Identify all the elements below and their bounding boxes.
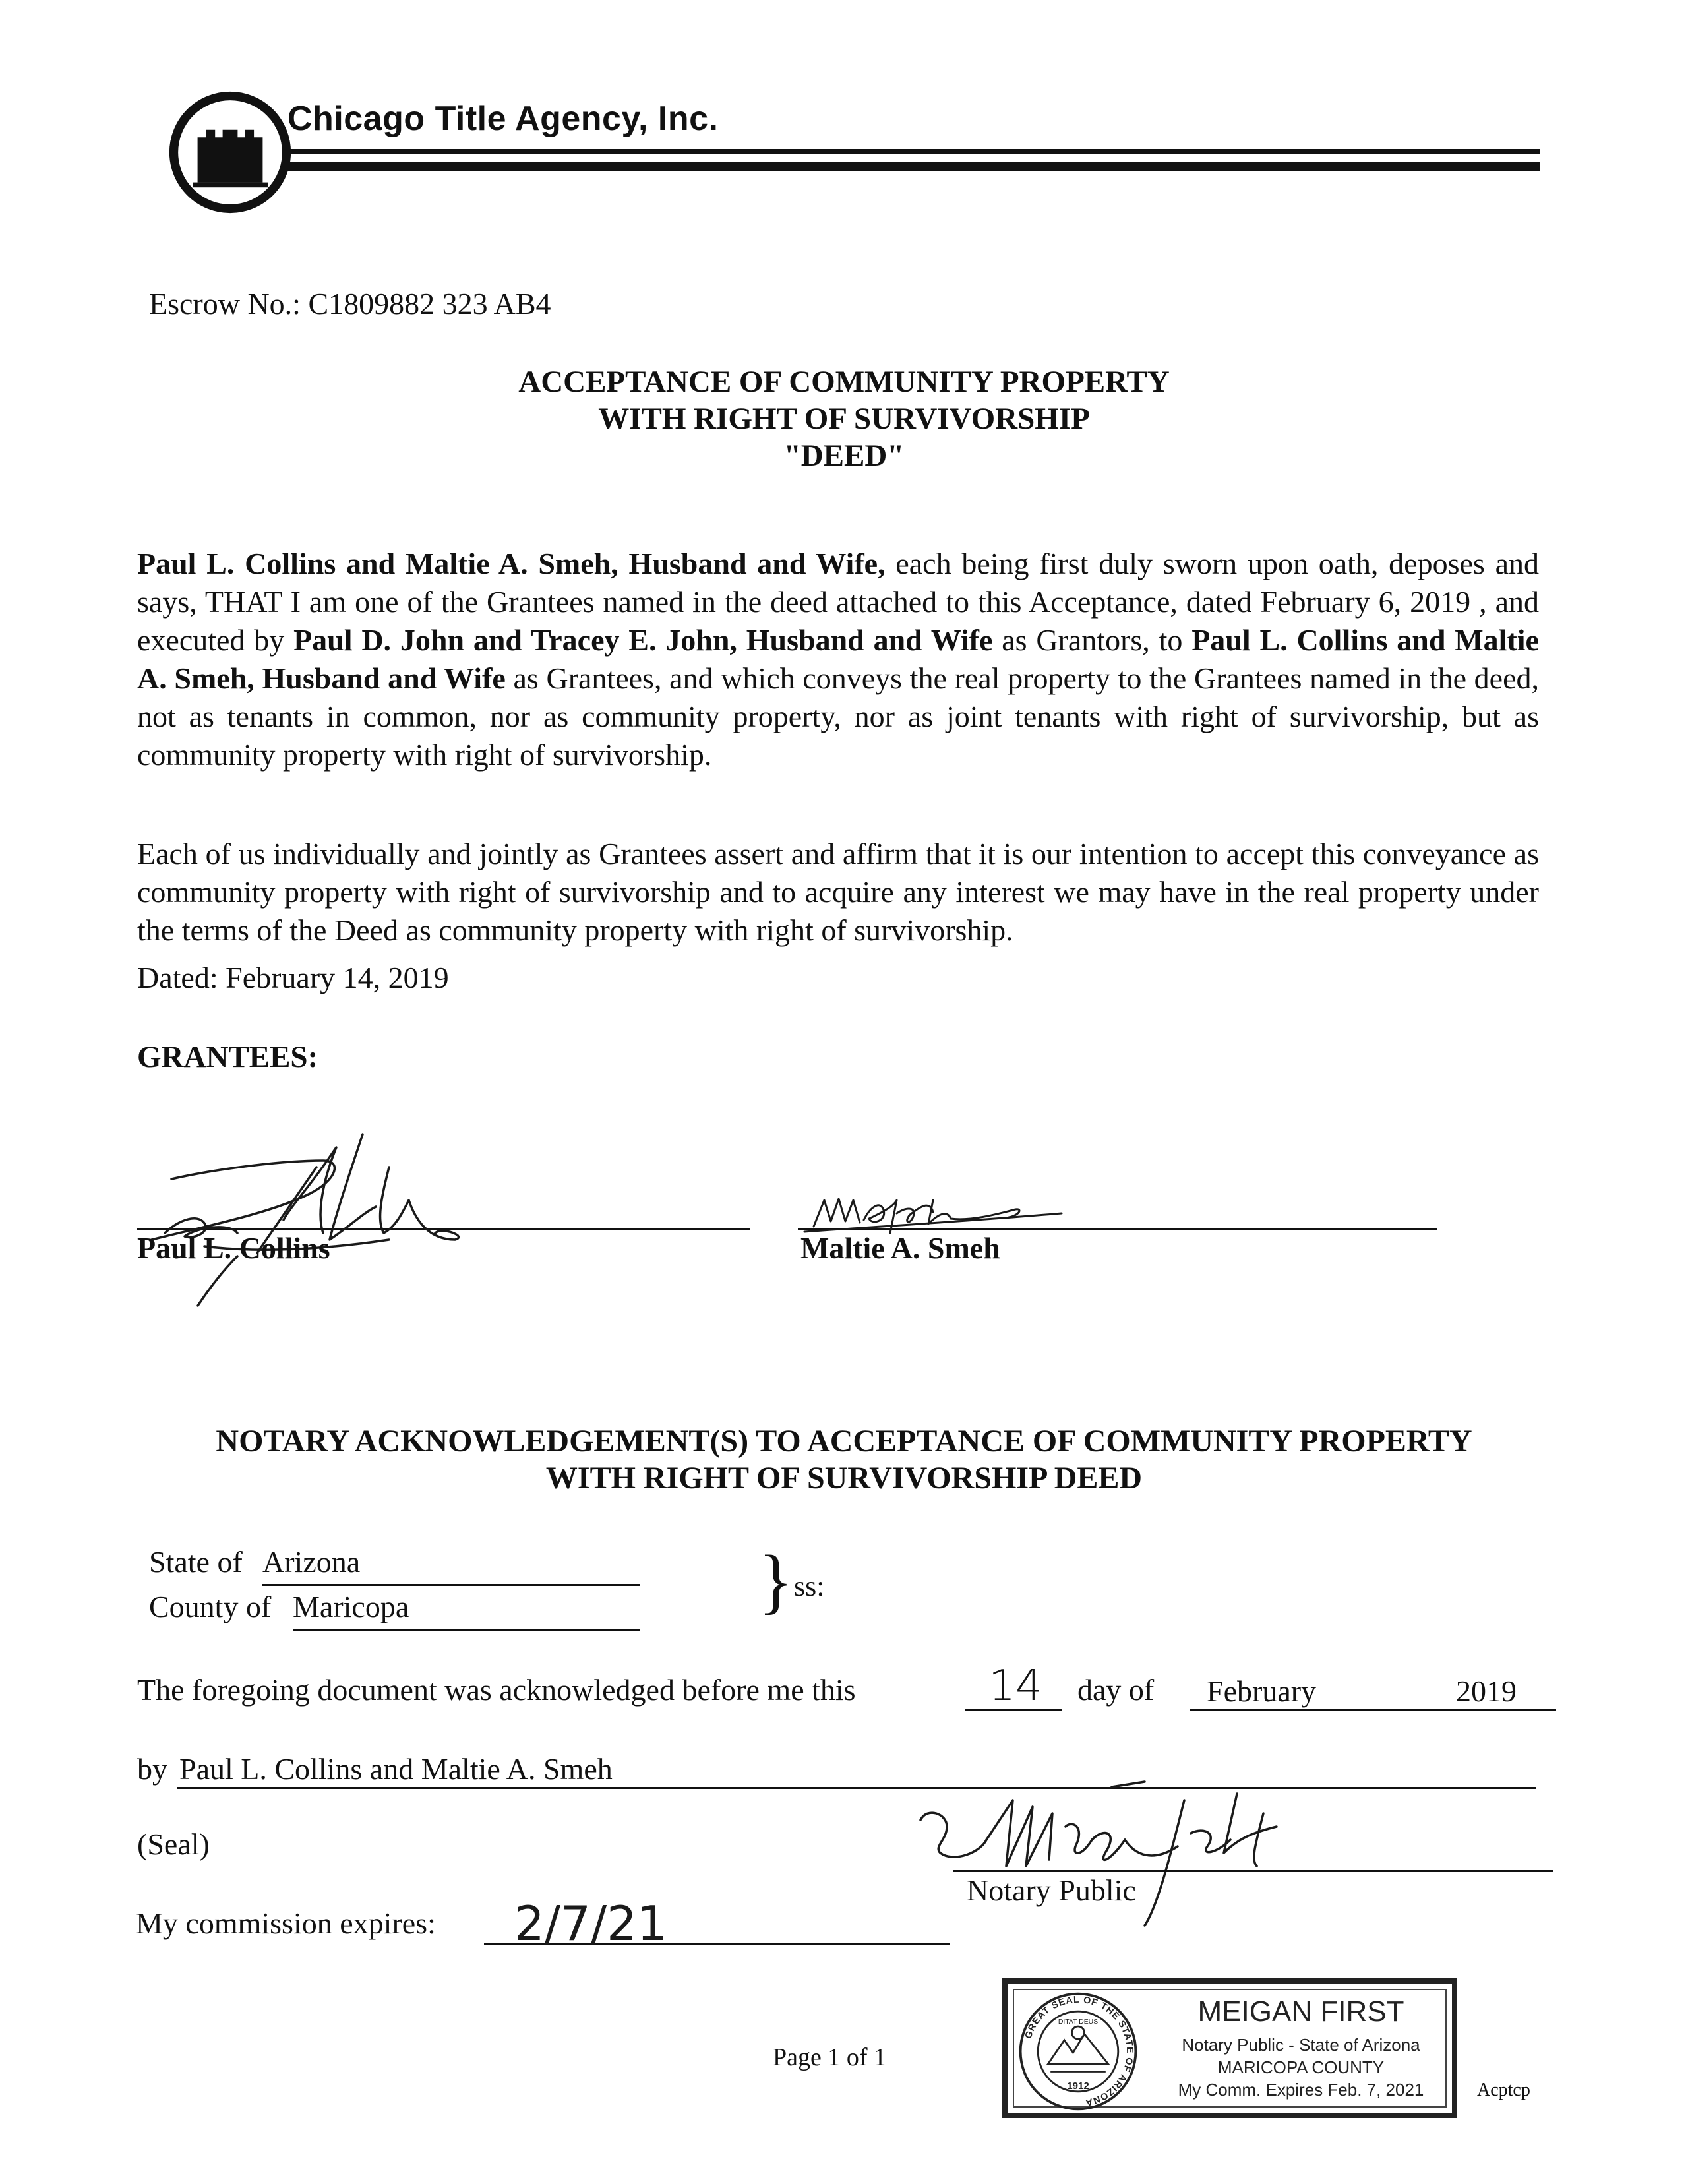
commission-expires-label: My commission expires: [136,1906,436,1940]
header-rule-thick [287,162,1540,171]
county-value: Maricopa [293,1590,409,1623]
arizona-state-seal-icon [1015,1989,1141,2114]
venue-brace: } [758,1540,793,1621]
grantee2-name: Maltie A. Smeh [800,1231,1000,1265]
sworn-statement-paragraph [137,545,1539,774]
month-value: February [1207,1674,1317,1708]
notary-signature-line [953,1870,1553,1872]
notary-title-line-1: NOTARY ACKNOWLEDGEMENT(S) TO ACCEPTANCE OF COMMUNITY PROPERTY [216,1424,1472,1459]
company-name: Chicago Title Agency, Inc. [287,100,719,138]
month-underline [1190,1709,1556,1711]
by-label: by [137,1752,167,1786]
grantees-names-bold-2: Paul L. Collins and Maltie A. Smeh, Husband and Wife [137,623,1539,695]
page-number: Page 1 of 1 [773,2044,887,2071]
seal-motto: DITAT DEUS [1058,2018,1099,2026]
county-label: County of [149,1590,272,1623]
state-value: Arizona [262,1545,361,1579]
day-handwritten: 14 [988,1662,1042,1711]
grantee1-handwritten-signature [125,1108,600,1319]
stamp-line-2: MARICOPA COUNTY [1217,2057,1385,2077]
seal-ring-text: GREAT SEAL OF THE STATE OF ARIZONA [1023,1994,1135,2108]
seal-year: 1912 [1067,2080,1089,2092]
state-label: State of [149,1545,243,1579]
acknowledged-label: The foregoing document was acknowledged before me this [137,1673,856,1707]
stamp-line-3: My Comm. Expires Feb. 7, 2021 [1178,2080,1424,2100]
grantees-names-bold: Paul L. Collins and Maltie A. Smeh, Husband and Wife, [137,547,886,580]
grantees-heading: GRANTEES: [137,1040,318,1074]
notary-public-label: Notary Public [967,1873,1136,1907]
grantee1-name: Paul L. Collins [137,1231,330,1265]
acknowledged-by-names: Paul L. Collins and Maltie A. Smeh [179,1752,613,1786]
commission-date-text: 2/7/21 [514,1896,667,1951]
stamp-line-1: Notary Public - State of Arizona [1182,2035,1420,2055]
dated-line: Dated: February 14, 2019 [137,961,449,994]
document-title-line-1: ACCEPTANCE OF COMMUNITY PROPERTY [518,365,1170,399]
affirmation-paragraph: Each of us individually and jointly as Grantees assert and affirm that it is our intention to accept this conveyance as community property with right of survivorship and to acquire any interest we may have in the real property under the terms of the Deed as community property with right of survivorship. [137,837,1539,947]
year-value: 2019 [1456,1674,1517,1708]
statement-text-b: as Grantors, to [992,623,1192,657]
form-code: Acptcp [1477,2080,1530,2100]
ss-label: ss: [794,1570,825,1602]
statement-text-a: each being first duly sworn upon oath, deposes and says, THAT I am one of the Grantees named in the deed attached to this Acceptance, dated February 6, 2019 , and executed by [137,547,1539,657]
notary-stamp [1002,1978,1457,2118]
state-field [262,1544,640,1586]
notary-handwritten-signature [907,1774,1369,1932]
header-rule-thin [287,149,1540,154]
day-of-label: day of [1077,1673,1155,1707]
document-title-line-3: "DEED" [783,439,905,473]
statement-text-c: as Grantees, and which conveys the real property to the Grantees named in the deed, not as tenants in common, nor as community property, nor as joint tenants with right of survivorship, but as community property with right of survivorship. [137,661,1540,772]
chicago-title-castle-logo-icon [167,90,293,215]
seal-label: (Seal) [137,1827,210,1861]
notary-title-line-2: WITH RIGHT OF SURVIVORSHIP DEED [545,1461,1143,1496]
escrow-number: Escrow No.: C1809882 323 AB4 [149,287,551,320]
document-title-line-2: WITH RIGHT OF SURVIVORSHIP [598,402,1090,436]
commission-date-handwritten [508,1886,692,1965]
county-field [293,1589,640,1631]
grantors-names-bold: Paul D. John and Tracey E. John, Husband and Wife [293,623,993,657]
stamp-notary-name: MEIGAN FIRST [1197,1995,1404,2028]
